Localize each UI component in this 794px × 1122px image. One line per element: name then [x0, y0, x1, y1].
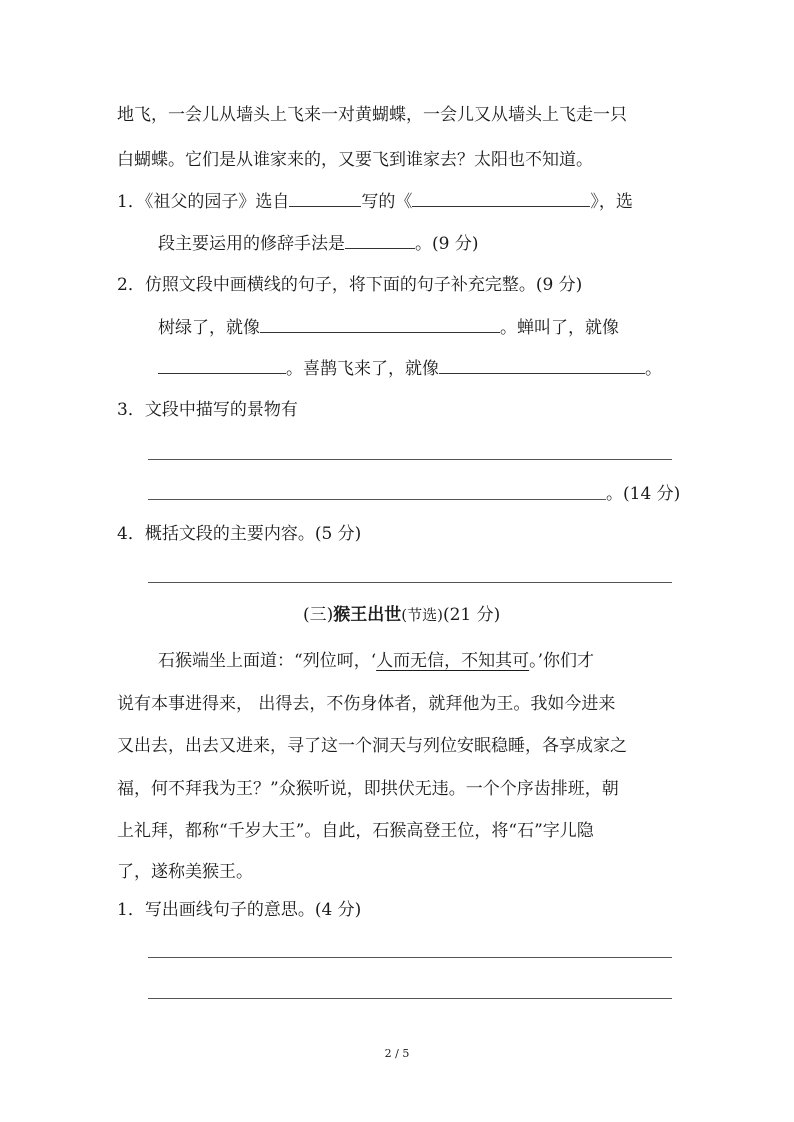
section-number: (三)	[303, 605, 334, 625]
question-number: 4．	[117, 524, 145, 544]
answer-blank-tree[interactable]	[260, 315, 500, 333]
question-text: 写出画线句子的意思。(4 分)	[144, 900, 362, 920]
answer-line[interactable]	[148, 582, 672, 583]
question-text: 概括文段的主要内容。(5 分)	[144, 524, 362, 544]
question-text: 。	[645, 359, 662, 379]
section-score: (21 分)	[442, 605, 501, 625]
question-score: 。(9 分)	[415, 234, 479, 254]
question-1	[117, 189, 633, 214]
question-4	[117, 522, 361, 546]
question-number: 1．	[117, 900, 145, 920]
underlined-sentence: 人而无信，不知其可	[376, 651, 530, 671]
question-text: 树绿了，就像	[158, 318, 260, 338]
question-2	[117, 273, 582, 297]
question-1	[117, 898, 361, 922]
answer-line[interactable]	[148, 957, 672, 958]
question-number: 1．	[117, 192, 145, 212]
answer-line[interactable]	[148, 499, 606, 500]
section-note: (节选)	[401, 606, 443, 624]
section-heading: 猴王出世	[333, 605, 402, 625]
passage-line: 上礼拜，都称“千岁大王”。自此，石猴高登王位，将“石”字儿隐	[117, 821, 594, 841]
passage-line: 白蝴蝶。它们是从谁家来的，又要飞到谁家去？太阳也不知道。	[117, 150, 593, 170]
section-title	[303, 603, 500, 627]
passage-line: 地飞，一会儿从墙头上飞来一对黄蝴蝶，一会儿又从墙头上飞走一只	[117, 105, 627, 125]
question-2-line-b	[158, 356, 662, 381]
answer-blank-rhetoric[interactable]	[345, 231, 415, 249]
passage-line: 福，何不拜我为王？”众猴听说，即拱伏无违。一个个序齿排班，朝	[117, 779, 619, 799]
answer-blank-book[interactable]	[412, 189, 590, 207]
question-text: 。蝉叫了，就像	[500, 318, 619, 338]
passage-text: 石猴端坐上面道：“列位呵，‘	[158, 651, 377, 671]
question-text: 仿照文段中画横线的句子，将下面的句子补充完整。(9 分)	[144, 275, 583, 295]
passage-line	[158, 649, 594, 673]
page-number: 2 / 5	[384, 1047, 410, 1060]
passage-line: 了，遂称美猴王。	[117, 862, 253, 882]
question-3	[117, 398, 298, 422]
question-score: 。(14 分)	[606, 484, 681, 504]
question-text: 《祖父的园子》选自	[144, 192, 290, 212]
question-text: 文段中描写的景物有	[144, 400, 298, 420]
question-2-line-a	[158, 315, 619, 340]
answer-blank-magpie[interactable]	[439, 356, 645, 374]
passage-line: 又出去，出去又进来，寻了这一个洞天与列位安眠稳睡，各享成家之	[117, 736, 627, 756]
question-text: 段主要运用的修辞手法是	[158, 234, 345, 254]
question-number: 3．	[117, 400, 145, 420]
question-1-cont	[158, 231, 478, 256]
question-text: 》，选	[590, 192, 633, 212]
question-text: 写的《	[361, 192, 413, 212]
question-text: 。喜鹊飞来了，就像	[286, 359, 439, 379]
question-number: 2．	[117, 275, 145, 295]
passage-line: 说有本事进得来， 出得去，不伤身体者，就拜他为王。我如今进来	[117, 694, 616, 714]
answer-blank-author[interactable]	[289, 189, 361, 207]
passage-text: 。’你们才	[529, 651, 595, 671]
answer-line[interactable]	[148, 998, 672, 999]
answer-blank-cicada[interactable]	[158, 356, 286, 374]
answer-line[interactable]	[148, 459, 672, 460]
